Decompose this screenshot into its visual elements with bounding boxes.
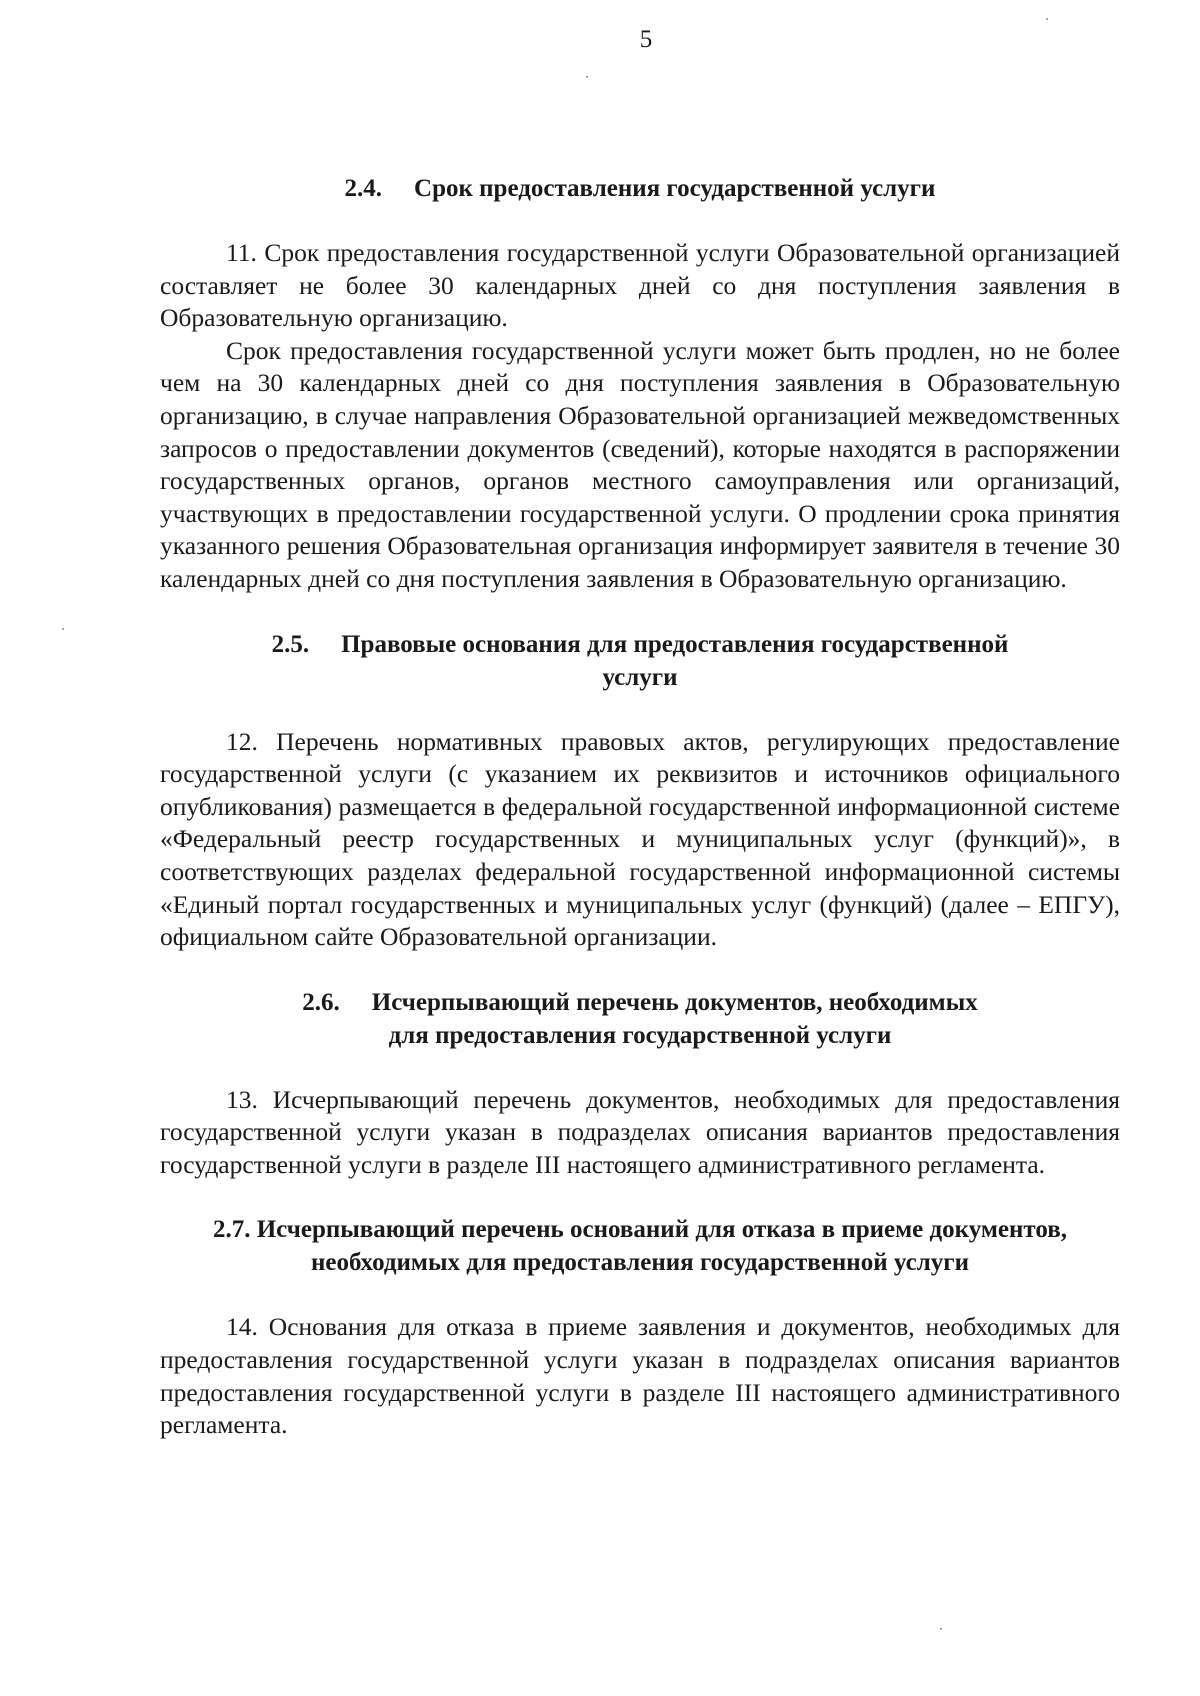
paragraph: 11. Срок предоставления государственной услуги Образовательной организацией составляет не более 30 календарных дней со дня поступления заявления в Образовательную организацию. bbox=[160, 238, 1120, 333]
scan-speck bbox=[62, 628, 64, 630]
scan-speck bbox=[586, 76, 588, 78]
section-number: 2.4. bbox=[344, 175, 383, 202]
scan-speck bbox=[1046, 18, 1048, 20]
paragraph: 12. Перечень нормативных правовых актов, регулирующих предоставление государственной услуги (с указанием их реквизитов и источников официального опубликования) размещается в федеральной государственной информационной системе «Федеральный реестр государственных и муниципальных услуг (функций)», в соответствующих разделах федеральной государственной информационной системы «Единый портал государственных и муниципальных услуг (функций) (далее – ЕПГУ), официальном сайте Образовательной организации. bbox=[160, 726, 1120, 952]
section-title: Срок предоставления государственной услуги bbox=[414, 175, 936, 202]
section-heading bbox=[160, 172, 1120, 205]
section-title: Правовые основания для предоставления государственной услуги bbox=[341, 630, 1009, 691]
section-2-4 bbox=[160, 172, 1120, 596]
paragraph: 14. Основания для отказа в приеме заявления и документов, необходимых для предоставления государственной услуги указан в подразделах описания вариантов предоставления государственной услуги в разделе III настоящего административного регламента. bbox=[160, 1312, 1120, 1440]
section-heading bbox=[160, 628, 1120, 694]
section-number: 2.6. bbox=[302, 988, 340, 1016]
section-number: 2.7. bbox=[212, 1216, 251, 1244]
section-2-6 bbox=[160, 986, 1120, 1182]
page-number: 5 bbox=[639, 26, 653, 53]
document-body bbox=[160, 172, 1120, 1442]
section-heading bbox=[160, 1213, 1120, 1279]
section-2-5 bbox=[160, 628, 1120, 954]
section-heading bbox=[160, 986, 1120, 1052]
scan-speck bbox=[940, 1628, 942, 1630]
section-number: 2.5. bbox=[271, 630, 310, 658]
section-title: Исчерпывающий перечень оснований для отказа в приеме документов, необходимых для предоставления государственной услуги bbox=[256, 1216, 1067, 1277]
paragraph: Срок предоставления государственной услуги может быть продлен, но не более чем на 30 календарных дней со дня поступления заявления в Образовательную организацию, в случае направления Образовательной организацией межведомственных запросов о предоставлении документов (сведений), которые находятся в распоряжении государственных органов, органов местного самоуправления или организаций, участвующих в предоставлении государственной услуги. О продлении срока принятия указанного решения Образовательная организация информирует заявителя в течение 30 календарных дней со дня поступления заявления в Образовательную организацию. bbox=[160, 335, 1120, 593]
paragraph: 13. Исчерпывающий перечень документов, необходимых для предоставления государственной услуги указан в подразделах описания вариантов предоставления государственной услуги в разделе III настоящего административного регламента. bbox=[160, 1084, 1120, 1179]
section-title: Исчерпывающий перечень документов, необходимых для предоставления государственной услуги bbox=[371, 988, 978, 1049]
section-2-7 bbox=[160, 1213, 1120, 1441]
